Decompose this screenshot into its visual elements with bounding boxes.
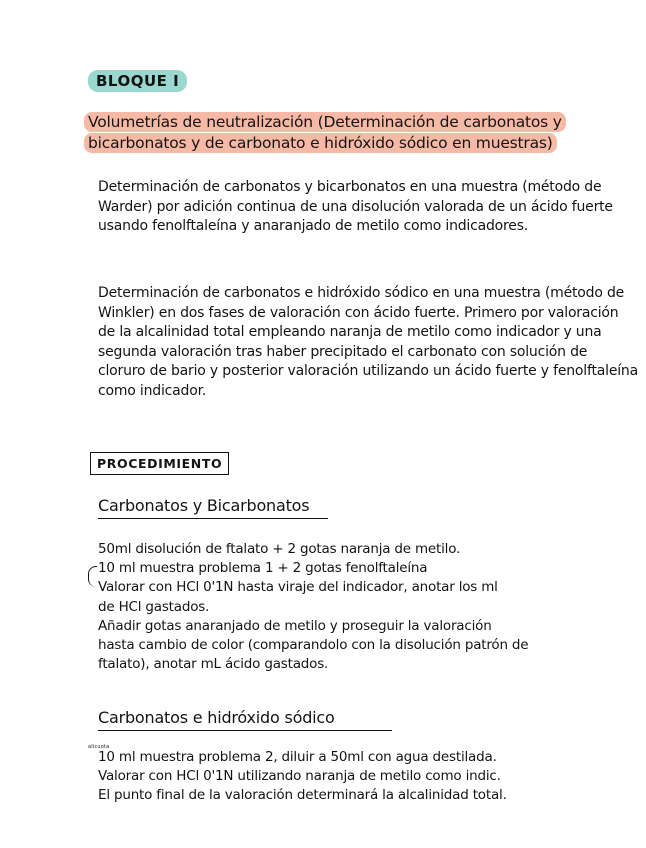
procedure-lines-1 <box>98 540 643 674</box>
procedimiento-label: PROCEDIMIENTO <box>90 452 229 475</box>
section-heading-carbonatos-hidroxido: Carbonatos e hidróxido sódico <box>98 708 392 731</box>
procedure-lines-2 <box>98 748 643 806</box>
procedure-line: 10 ml muestra problema 2, diluir a 50ml con agua destilada. <box>98 749 497 765</box>
procedure-line: 10 ml muestra problema 1 + 2 gotas fenolftaleína <box>98 560 428 577</box>
page-title <box>84 112 640 154</box>
procedure-line: El punto final de la valoración determinará la alcalinidad total. <box>98 787 507 804</box>
bloque-label: BLOQUE I <box>88 70 187 92</box>
procedure-line: Valorar con HCl 0'1N utilizando naranja de metilo como indic. <box>98 768 501 785</box>
paragraph-winkler: Determinación de carbonatos e hidróxido sódico en una muestra (método de Winkler) en dos fases de valoración con ácido fuerte. Primero por valoración de la alcalinidad total empleando naranja de metilo como indicador y una segunda valoración tras haber precipitado el carbonato con solución de cloruro de bario y posterior valoración utilizando un ácido fuerte y fenolftaleína como indicador. <box>98 285 638 399</box>
procedure-line: Valorar con HCl 0'1N hasta viraje del indicador, anotar los ml <box>98 579 498 596</box>
procedure-line: hasta cambio de color (comparandolo con la disolución patrón de <box>98 637 529 654</box>
title-text: Volumetrías de neutralización (Determinación de carbonatos y bicarbonatos y de carbonato e hidróxido sódico en muestras) <box>84 112 566 153</box>
alicuota-note: alícuota <box>88 744 110 750</box>
paragraph-warder: Determinación de carbonatos y bicarbonatos en una muestra (método de Warder) por adición continua de una disolución valorada de un ácido fuerte usando fenolftaleína y anaranjado de metilo como indicadores. <box>98 179 613 234</box>
procedure-line: de HCl gastados. <box>98 598 210 615</box>
procedure-line: ftalato), anotar mL ácido gastados. <box>98 656 329 673</box>
procedure-line: Añadir gotas anaranjado de metilo y proseguir la valoración <box>98 617 492 634</box>
section-heading-carbonatos-bicarbonatos: Carbonatos y Bicarbonatos <box>98 496 328 519</box>
procedure-line: 50ml disolución de ftalato + 2 gotas naranja de metilo. <box>98 541 461 557</box>
bracket-mark <box>88 566 97 587</box>
